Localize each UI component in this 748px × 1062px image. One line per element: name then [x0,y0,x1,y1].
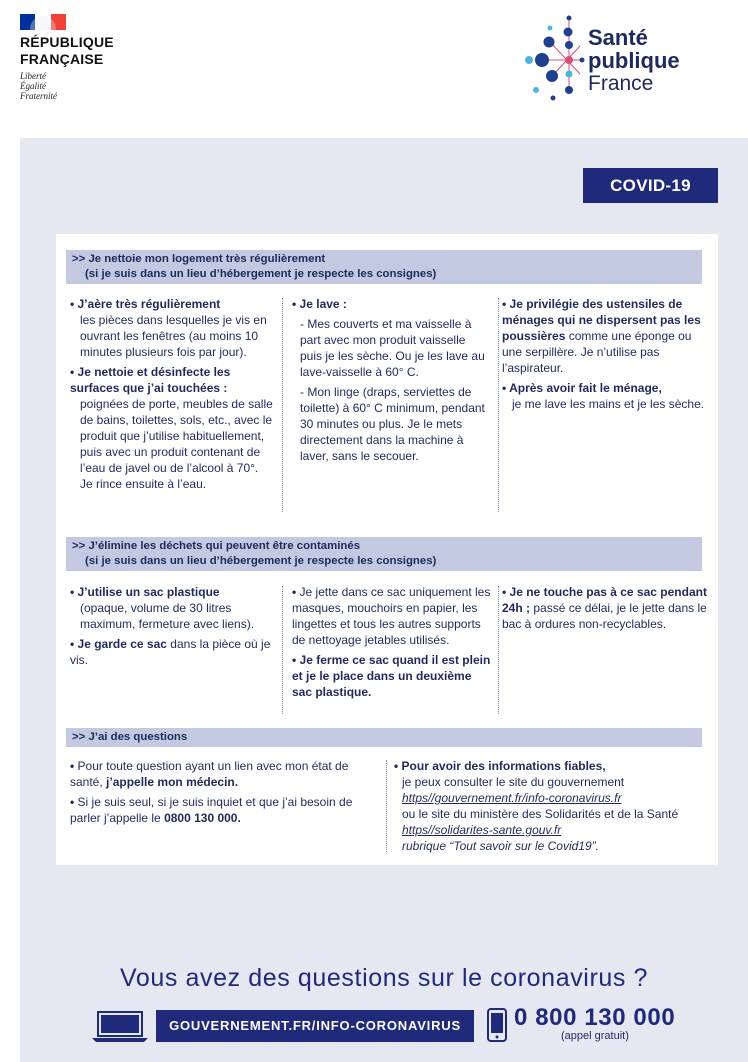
spf-line-3: France [588,72,654,95]
section-subtitle: (si je suis dans un lieu d’hébergement je respecte les consignes) [85,268,437,280]
footer-question: Vous avez des questions sur le coronavirus ? [119,964,649,992]
keep-bag-text: dans la pièce où je vis. [70,637,271,667]
republique-line-2: FRANÇAISE [20,51,104,67]
section-title: >> J’élimine les déchets qui peuvent être contaminés [72,540,361,552]
spf-line-2: publique [588,48,680,73]
airing-text: les pièces dans lesquelles je vis en ouvrant les fenêtres (au moins 10 minutes plusieurs fois par jour). [80,313,267,359]
phone-icon [487,1008,507,1042]
waste-col-3 [502,584,708,636]
wash-title: Je lave : [299,297,347,311]
gov-info-link[interactable]: https//gouvernement.fr/info-coronavirus.fr [402,791,622,805]
ministry-link[interactable]: https//solidarites-sante.gouv.fr [402,823,562,837]
motto-liberte: Liberté [20,71,46,81]
page-header [0,0,748,138]
airing-bold: J’aère très régulièrement [77,297,221,311]
questions-right: • Pour avoir des informations fiables, je peux consulter le site du gouvernement https//gouvernement.fr/info-coronavirus.fr ou le site du ministère des Solidarités et de la Santé https//solidarites-sante.gouv.fr rubrique “Tout savoir sur le Covid19”. [394,759,679,853]
gov-info-button[interactable]: GOUVERNEMENT.FR/INFO-CORONAVIRUS [156,1010,474,1042]
helpline-number: 0800 130 000. [164,811,241,825]
motto-fraternite: Fraternité [20,91,57,101]
plastic-bag-bold: J’utilise un sac plastique [77,585,220,599]
wait-24h-text: passé ce délai, je le jette dans le bac à ordures non-recyclables. [502,601,707,631]
cleaning-col-1 [70,296,274,496]
waste-col-1 [70,584,274,672]
gov-site-text: je peux consulter le site du gouvernement [402,775,625,789]
doctor-bold: j’appelle mon médecin. [106,775,239,789]
covid-badge: COVID-19 [583,168,718,203]
divider [386,760,387,852]
spf-line-1: Santé [588,25,648,50]
section-header-cleaning [66,250,702,284]
cleaning-col-2 [292,296,488,468]
laundry-text: - Mon linge (draps, serviettes de toilette) à 60° C minimum, pendant 30 minutes ou plus. Je le mets directement dans la machine à laver, sans le secouer. [300,385,485,463]
content-panel [20,138,748,1062]
doctor-text: Pour toute question ayant un lien avec mon état de santé, [70,759,349,789]
section-header-questions [66,728,702,747]
sante-publique-text [588,26,680,95]
phone-number[interactable]: 0 800 130 000 [514,1004,676,1031]
section-subtitle: (si je suis dans un lieu d’hébergement je respecte les consignes) [85,555,437,567]
questions-left: • Pour toute question ayant un lien avec mon état de santé, j’appelle mon médecin. • Si je suis seul, si je suis inquiet et que j’ai besoin de parler j’appelle le 0800 130 000. [70,759,353,825]
divider [282,586,283,714]
motto-egalite: Égalité [20,81,46,91]
waste-col-2 [292,584,492,704]
section-header-waste [66,537,702,571]
republique-line-1: RÉPUBLIQUE [20,34,114,50]
advice-card [56,234,718,865]
utensils-text: comme une éponge ou une serpillère. Je n’utilise pas l’aspirateur. [502,329,692,375]
after-cleaning-bold: Après avoir fait le ménage, [509,381,662,395]
after-cleaning-text: je me lave les mains et je les sèche. [512,397,705,411]
sante-publique-dots-icon [520,12,586,108]
cleaning-col-3 [502,296,708,416]
divider [282,298,283,512]
alone-text: Si je suis seul, si je suis inquiet et que j’ai besoin de parler j’appelle le [70,795,353,825]
close-bag-bold: Je ferme ce sac quand il est plein et je le place dans un deuxième sac plastique. [292,653,491,699]
ministry-text: ou le site du ministère des Solidarités et de la Santé [402,807,679,821]
plastic-bag-text: (opaque, volume de 30 litres maximum, fermeture avec liens). [80,601,255,631]
dishes-text: - Mes couverts et ma vaisselle à part avec mon produit vaisselle puis je les sèche. Ou je les lave au lave-vaisselle à 60° C. [300,317,485,379]
republique-francaise-logo [20,14,160,101]
rubric-text: rubrique “Tout savoir sur le Covid19”. [402,839,599,853]
section-title: >> Je nettoie mon logement très régulièrement [72,253,326,265]
divider [498,586,499,714]
phone-note: (appel gratuit) [561,1030,629,1042]
disinfect-text: poignées de porte, meubles de salle de bains, toilettes, sols, etc., avec le produit que j’utilise habituellement, puis avec un produit contenant de l’eau de javel ou de l’alcool à 70°. Je rince ensuite à l’eau. [80,397,273,491]
keep-bag-bold: Je garde ce sac [77,637,167,651]
wait-24h-bold: Je ne touche pas à ce sac pendant 24h ; [502,585,707,615]
section-title: >> J’ai des questions [72,731,188,743]
laptop-icon [90,1010,150,1044]
reliable-info-bold: Pour avoir des informations fiables, [401,759,606,773]
disinfect-bold: Je nettoie et désinfecte les surfaces que j’ai touchées : [70,365,231,395]
divider [498,298,499,512]
marianne-flag-icon [20,14,66,30]
utensils-bold: Je privilégie des ustensiles de ménages qui ne dispersent pas les poussières [502,297,701,343]
sante-publique-france-logo [520,12,730,112]
throw-text: Je jette dans ce sac uniquement les masques, mouchoirs en papier, les lingettes et tous les autres supports de nettoyage jetables utilisés. [292,585,491,647]
